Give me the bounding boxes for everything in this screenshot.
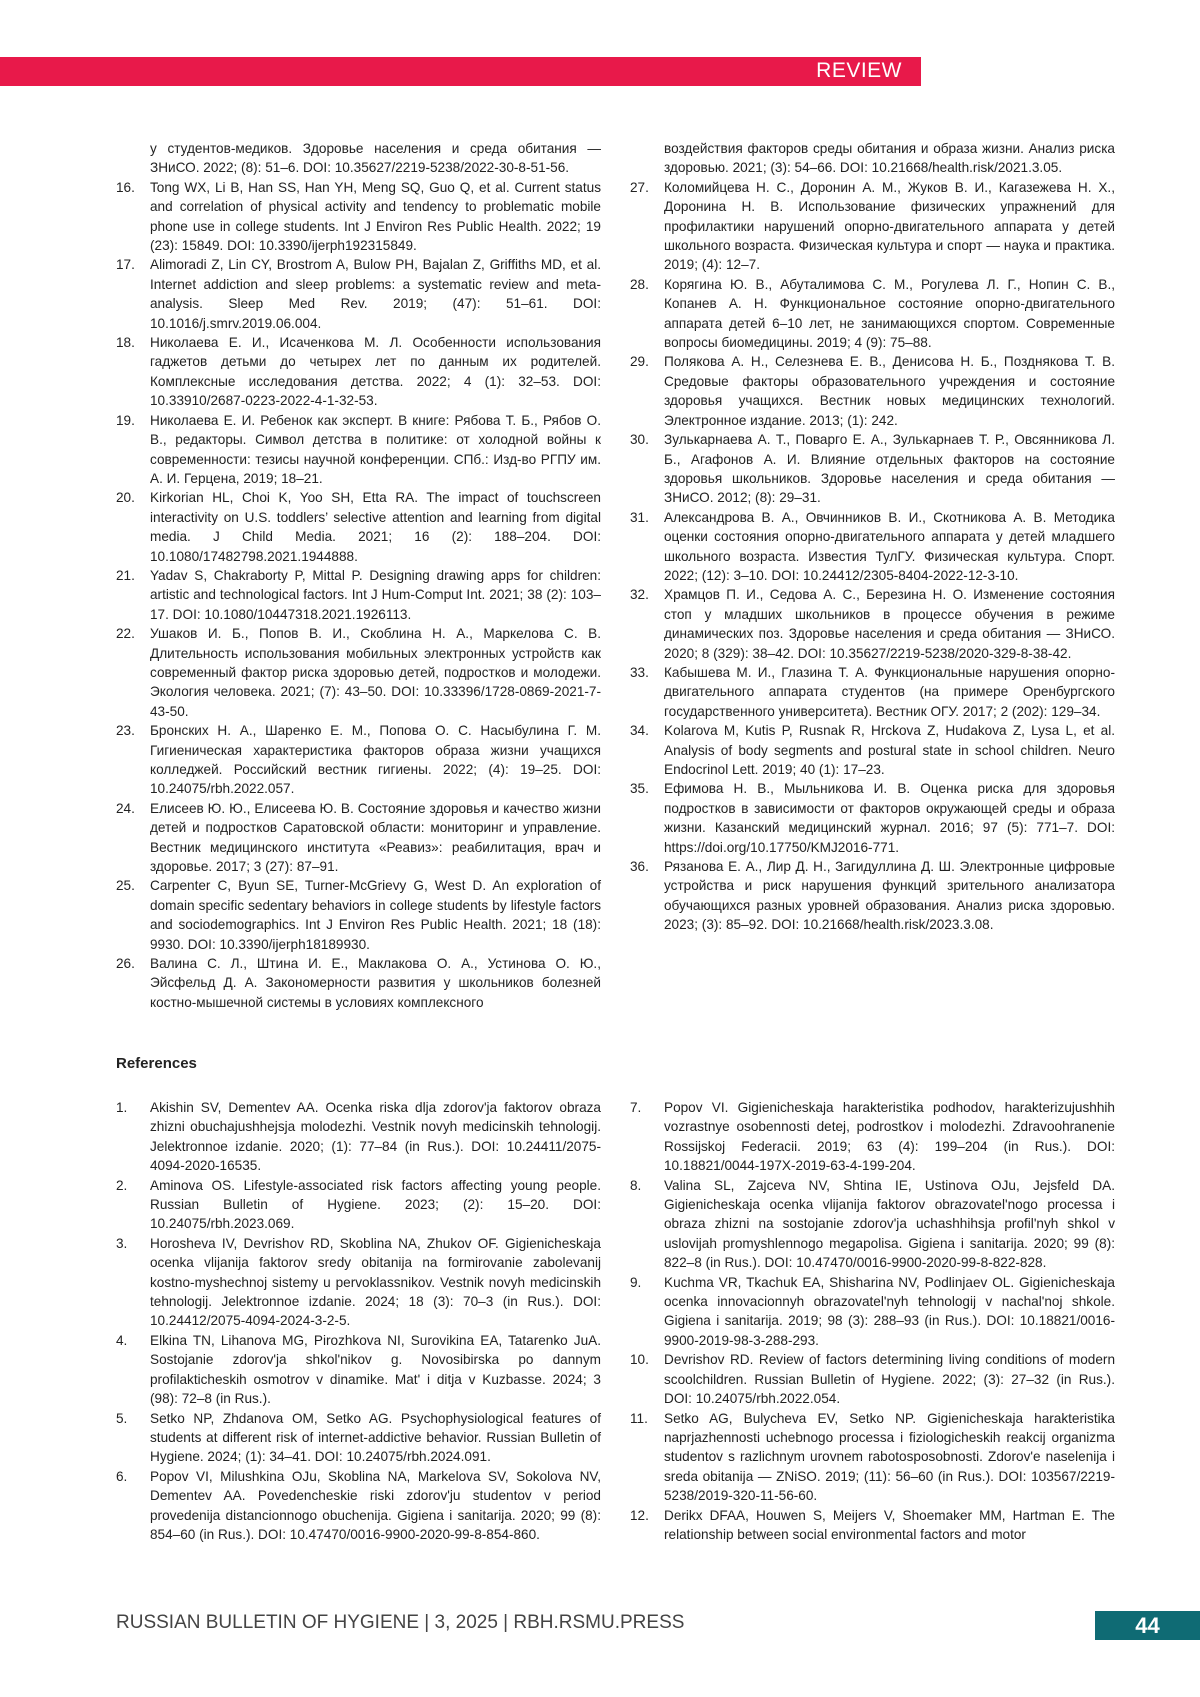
reference-text: Horosheva IV, Devrishov RD, Skoblina NA, Zhukov OF. Gigienicheskaja ocenka vlijanija faktorov sredy obitanija na formirovanie zabolevanij kostno-myshechnoj sistemy u pervoklassnikov. Vestnik novyh medicinskih tehnologij. Jelektronnoe izdanie. 2024; 18 (3): 70–3 (in Rus.). DOI: 10.24412/2075-4094-2024-3-2-5. <box>150 1235 601 1329</box>
top-right-column <box>630 139 1115 935</box>
reference-item <box>116 1098 601 1176</box>
reference-text: Рязанова Е. А., Лир Д. Н., Загидуллина Д. Ш. Электронные цифровые устройства и риск нарушения функций зрительного анализатора обучающихся разных уровней образования. Анализ риска здоровью. 2023; (3): 85–92. DOI: 10.21668/health.risk/2023.3.08. <box>664 859 1115 933</box>
reference-item <box>116 1176 601 1234</box>
reference-text: Carpenter C, Byun SE, Turner-McGrievy G, West D. An exploration of domain specific sedentary behaviors in college students by lifestyle factors and sociodemographics. Int J Environ Res Public Health. 2021; 18 (18): 9930. DOI: 10.3390/ijerph18189930. <box>150 878 601 952</box>
reference-number: 29. <box>630 354 649 370</box>
reference-number: 34. <box>630 723 649 739</box>
reference-text: Akishin SV, Dementev AA. Ocenka riska dlja zdorov'ja faktorov obraza zhizni obuchajushhejsja molodezhi. Vestnik novyh medicinskih tehnologij. Jelektronnoe izdanie. 2020; (1): 77–84 (in Rus.). DOI: 10.24411/2075-4094-2020-16535. <box>150 1100 601 1174</box>
reference-continuation: воздействия факторов среды обитания и образа жизни. Анализ риска здоровью. 2021; (3): 54–66. DOI: 10.21668/health.risk/2021.3.05. <box>664 141 1115 176</box>
reference-text: Елисеев Ю. Ю., Елисеева Ю. В. Состояние здоровья и качество жизни детей и подростков Саратовской области: мониторинг и управление. Вестник медицинского института «Реавиз»: реабилитация, врач и здоровье. 2017; 3 (27): 87–91. <box>150 800 601 875</box>
reference-item <box>116 488 601 566</box>
reference-number: 26. <box>116 956 135 972</box>
reference-number: 3. <box>116 1235 128 1251</box>
reference-text: Полякова А. Н., Селезнева Е. В., Денисова Н. Б., Позднякова Т. В. Средовые факторы образовательного учреждения и состояние здоровья учащихся. Вестник новых медицинских технологий. Электронное издание. 2013; (1): 242. <box>664 354 1115 428</box>
reference-text: Коломийцева Н. С., Доронин А. М., Жуков В. И., Кагазежева Н. Х., Доронина Н. В. Использование физических упражнений для профилактики нарушений опорно-двигательного аппарата у детей школьного возраста. Физическая культура и спорт — наука и практика. 2019; (4): 12–7. <box>664 179 1115 273</box>
reference-text: Tong WX, Li B, Han SS, Han YH, Meng SQ, Guo Q, et al. Current status and correlation of physical activity and tendency to problematic mobile phone use in college students. Int J Environ Res Public Health. 2022; 19 (23): 15849. DOI: 10.3390/ijerph192315849. <box>150 179 601 254</box>
reference-text: Aminova OS. Lifestyle-associated risk factors affecting young people. Russian Bulletin of Hygiene. 2023; (2): 15–20. DOI: 10.24075/rbh.2023.069. <box>150 1177 601 1232</box>
reference-number: 32. <box>630 587 649 603</box>
reference-text: Валина С. Л., Штина И. Е., Маклакова О. А., Устинова О. Ю., Эйсфельд Д. А. Закономерности развития у школьников болезней костно-мышечной системы в условиях комплексного <box>150 956 601 1010</box>
reference-item <box>630 1098 1115 1176</box>
references-heading: References <box>116 1055 197 1072</box>
reference-number: 10. <box>630 1352 649 1368</box>
reference-number: 2. <box>116 1177 128 1193</box>
reference-text: Kolarova M, Kutis P, Rusnak R, Hrckova Z, Hudakova Z, Lysa L, et al. Analysis of body segments and postural state in school children. Neuro Endocrinol Lett. 2019; 40 (1): 17–23. <box>664 723 1115 777</box>
reference-item <box>630 1506 1115 1545</box>
reference-number: 31. <box>630 509 649 525</box>
reference-text: Valina SL, Zajceva NV, Shtina IE, Ustinova OJu, Jejsfeld DA. Gigienicheskaja ocenka vlijanija faktorov obrazovatel'nogo processa i obraza zhizni na sostojanie zdorov'ja uchashhihsja profil'nyh shkol v uslovijah promyshlennogo megapolisa. Gigiena i sanitarija. 2020; 99 (8): 822–8 (in Rus.). DOI: 10.47470/0016-9900-2020-99-8-822-828. <box>664 1177 1115 1271</box>
reference-text: Alimoradi Z, Lin CY, Brostrom A, Bulow PH, Bajalan Z, Griffiths MD, et al. Internet addiction and sleep problems: a systematic review and meta-analysis. Sleep Med Rev. 2019; (47): 51–61. DOI: 10.1016/j.smrv.2019.06.004. <box>150 257 601 331</box>
reference-number: 33. <box>630 664 649 680</box>
reference-item <box>630 1273 1115 1351</box>
reference-number: 25. <box>116 878 135 894</box>
reference-text: Popov VI. Gigienicheskaja harakteristika podhodov, harakterizujushhih vozrastnye osobennosti detej, podrostkov i molodezhi. Zdravoohranenie Rossijskoj Federacii. 2019; 63 (4): 199–204 (in Rus.). DOI: 10.18821/0044-197X-2019-63-4-199-204. <box>664 1100 1115 1174</box>
reference-text: Kirkorian HL, Choi K, Yoo SH, Etta RA. The impact of touchscreen interactivity on U.S. toddlers’ selective attention and learning from digital media. J Child Media. 2021; 16 (2): 188–204. DOI: 10.1080/17482798.2021.1944888. <box>150 490 601 564</box>
reference-item <box>116 1409 601 1467</box>
reference-item <box>116 799 601 877</box>
reference-text: Devrishov RD. Review of factors determining living conditions of modern scoolchildren. Russian Bulletin of Hygiene. 2022; (3): 27–32 (in Rus.). DOI: 10.24075/rbh.2022.054. <box>664 1352 1115 1407</box>
reference-item <box>630 1350 1115 1408</box>
reference-text: Бронских Н. А., Шаренко Е. М., Попова О. С. Насыбулина Г. М. Гигиеническая характеристика факторов образа жизни учащихся колледжей. Российский вестник гигиены. 2022; (4): 19–25. DOI: 10.24075/rbh.2022.057. <box>150 723 601 797</box>
reference-item <box>116 178 601 256</box>
reference-item <box>116 876 601 954</box>
section-label: REVIEW <box>816 59 902 82</box>
reference-text: Зулькарнаева А. Т., Поварго Е. А., Зулькарнаев Т. Р., Овсянникова Л. Б., Агафонов А. И. Влияние отдельных факторов на состояние здоровья школьников. Здоровье населения и среда обитания — ЗНиСО. 2012; (8): 29–31. <box>664 432 1115 506</box>
reference-number: 9. <box>630 1274 642 1290</box>
bottom-left-column <box>116 1098 601 1544</box>
reference-text: Setko AG, Bulycheva EV, Setko NP. Gigienicheskaja harakteristika naprjazhennosti uchebnogo processa i fiziologicheskih reakcij organizma studentov s razlichnym urovnem rabotosposobnosti. Zdorov'e naselenija i sreda obitanija — ZNiSO. 2019; (11): 56–60 (in Rus.). DOI: 103567/2219-5238/2019-320-11-56-60. <box>664 1410 1115 1504</box>
section-banner <box>0 57 921 86</box>
reference-item <box>630 430 1115 508</box>
reference-item <box>630 178 1115 275</box>
reference-item <box>116 566 601 624</box>
reference-text: Храмцов П. И., Седова А. С., Березина Н. О. Изменение состояния стоп у младших школьников в процессе обучения в режиме динамических поз. Здоровье населения и среда обитания — ЗНиСО. 2020; 8 (329): 38–42. DOI: 10.35627/2219-5238/2020-329-8-38-42. <box>664 587 1115 661</box>
reference-number: 11. <box>630 1410 648 1426</box>
reference-number: 21. <box>116 567 135 583</box>
reference-text: Корягина Ю. В., Абуталимова С. М., Рогулева Л. Г., Нопин С. В., Копанев А. Н. Функциональное состояние опорно-двигательного аппарата детей 6–10 лет, не занимающихся спортом. Современные вопросы биомедицины. 2019; 4 (9): 75–88. <box>664 276 1115 351</box>
reference-item <box>116 1234 601 1331</box>
reference-text: Setko NP, Zhdanova OM, Setko AG. Psychophysiological features of students at different risk of internet-addictive behavior. Russian Bulletin of Hygiene. 2024; (1): 34–41. DOI: 10.24075/rbh.2024.091. <box>150 1410 601 1465</box>
reference-number: 27. <box>630 179 649 195</box>
reference-text: Derikx DFAA, Houwen S, Meijers V, Shoemaker MM, Hartman E. The relationship between social environmental factors and motor <box>664 1507 1115 1542</box>
reference-number: 23. <box>116 723 135 739</box>
reference-item <box>116 721 601 799</box>
reference-text: Yadav S, Chakraborty P, Mittal P. Designing drawing apps for children: artistic and technological factors. Int J Hum-Comput Int. 2021; 38 (2): 103–17. DOI: 10.1080/10447318.2021.1926113. <box>150 567 601 622</box>
reference-number: 6. <box>116 1468 128 1484</box>
reference-number: 28. <box>630 276 649 292</box>
reference-item <box>116 1331 601 1409</box>
reference-number: 7. <box>630 1100 642 1115</box>
top-left-column <box>116 139 601 1012</box>
reference-item <box>116 255 601 333</box>
reference-number: 16. <box>116 179 135 195</box>
reference-number: 8. <box>630 1177 642 1193</box>
reference-item <box>630 352 1115 430</box>
bottom-right-column <box>630 1098 1115 1544</box>
reference-text: Александрова В. А., Овчинников В. И., Скотникова А. В. Методика оценки состояния опорно-двигательного аппарата у детей младшего школьного возраста. Известия ТулГУ. Физическая культура. Спорт. 2022; (12): 3–10. DOI: 10.24412/2305-8404-2022-12-3-10. <box>664 509 1115 583</box>
reference-number: 30. <box>630 432 649 448</box>
journal-footer: RUSSIAN BULLETIN OF HYGIENE | 3, 2025 | RBH.RSMU.PRESS <box>116 1612 685 1633</box>
reference-text: Кабышева М. И., Глазина Т. А. Функциональные нарушения опорно-двигательного аппарата студентов (на примере Оренбургского государственного университета). Вестник ОГУ. 2017; 2 (202): 129–34. <box>664 664 1115 719</box>
reference-item <box>630 857 1115 935</box>
reference-text: Николаева Е. И., Исаченкова М. Л. Особенности использования гаджетов детьми до четырех лет по данным их родителей. Комплексные исследования детства. 2022; 4 (1): 32–53. DOI: 10.33910/2687-0223-2022-4-1-32-53. <box>150 335 601 409</box>
reference-text: Ефимова Н. В., Мыльникова И. В. Оценка риска для здоровья подростков в зависимости от факторов окружающей среды и образа жизни. Казанский медицинский журнал. 2016; 97 (5): 771–7. DOI: https://doi.org/10.17750/KMJ2016-771. <box>664 781 1115 855</box>
reference-number: 1. <box>116 1100 128 1115</box>
reference-continuation: у студентов-медиков. Здоровье населения и среда обитания — ЗНиСО. 2022; (8): 51–6. DOI: 10.35627/2219-5238/2022-30-8-51-56. <box>150 141 601 176</box>
reference-item <box>116 411 601 489</box>
page-number: 44 <box>1095 1611 1200 1640</box>
reference-number: 12. <box>630 1507 649 1523</box>
reference-number: 4. <box>116 1332 128 1348</box>
reference-item <box>116 333 601 411</box>
reference-item <box>630 779 1115 857</box>
reference-item <box>630 1176 1115 1273</box>
reference-text: Elkina TN, Lihanova MG, Pirozhkova NI, Surovikina EA, Tatarenko JuA. Sostojanie zdorov'ja shkol'nikov g. Novosibirska po dannym profilakticheskih osmotrov v dinamike. Mat' i ditja v Kuzbasse. 2024; 3 (98): 72–8 (in Rus.). <box>150 1332 601 1407</box>
reference-item <box>630 508 1115 586</box>
reference-item <box>630 275 1115 353</box>
reference-number: 17. <box>116 257 135 273</box>
reference-item <box>116 954 601 1012</box>
reference-number: 22. <box>116 626 135 642</box>
reference-item <box>630 663 1115 721</box>
reference-item <box>630 585 1115 663</box>
reference-number: 18. <box>116 335 135 351</box>
reference-number: 19. <box>116 412 135 428</box>
reference-number: 24. <box>116 800 135 816</box>
reference-item <box>630 1409 1115 1506</box>
reference-text: Kuchma VR, Tkachuk EA, Shisharina NV, Podlinjaev OL. Gigienicheskaja ocenka innovacionnyh obrazovatel'nyh tehnologij v nachal'noj shkole. Gigiena i sanitarija. 2019; 98 (3): 288–93 (in Rus.). DOI: 10.18821/0016-9900-2019-98-3-288-293. <box>664 1274 1115 1348</box>
reference-text: Popov VI, Milushkina OJu, Skoblina NA, Markelova SV, Sokolova NV, Dementev AA. Povedencheskie riski zdorov'ju studentov v period provedenija distancionnogo obuchenija. Gigiena i sanitarija. 2020; 99 (8): 854–60 (in Rus.). DOI: 10.47470/0016-9900-2020-99-8-854-860. <box>150 1468 601 1542</box>
reference-number: 36. <box>630 859 649 875</box>
reference-item <box>630 721 1115 779</box>
reference-number: 20. <box>116 490 135 506</box>
reference-item <box>116 1467 601 1545</box>
reference-number: 35. <box>630 781 649 797</box>
reference-text: Николаева Е. И. Ребенок как эксперт. В книге: Рябова Т. Б., Рябов О. В., редакторы. Символ детства в политике: от холодной войны к современности: тезисы научной конференции. СПб.: Изд-во РГПУ им. А. И. Герцена, 2019; 18–21. <box>150 412 601 486</box>
reference-item <box>116 624 601 721</box>
reference-text: Ушаков И. Б., Попов В. И., Скоблина Н. А., Маркелова С. В. Длительность использования мобильных электронных устройств как современный фактор риска здоровью детей, подростков и молодежи. Экология человека. 2021; (7): 43–50. DOI: 10.33396/1728-0869-2021-7-43-50. <box>150 626 601 719</box>
reference-number: 5. <box>116 1410 128 1426</box>
